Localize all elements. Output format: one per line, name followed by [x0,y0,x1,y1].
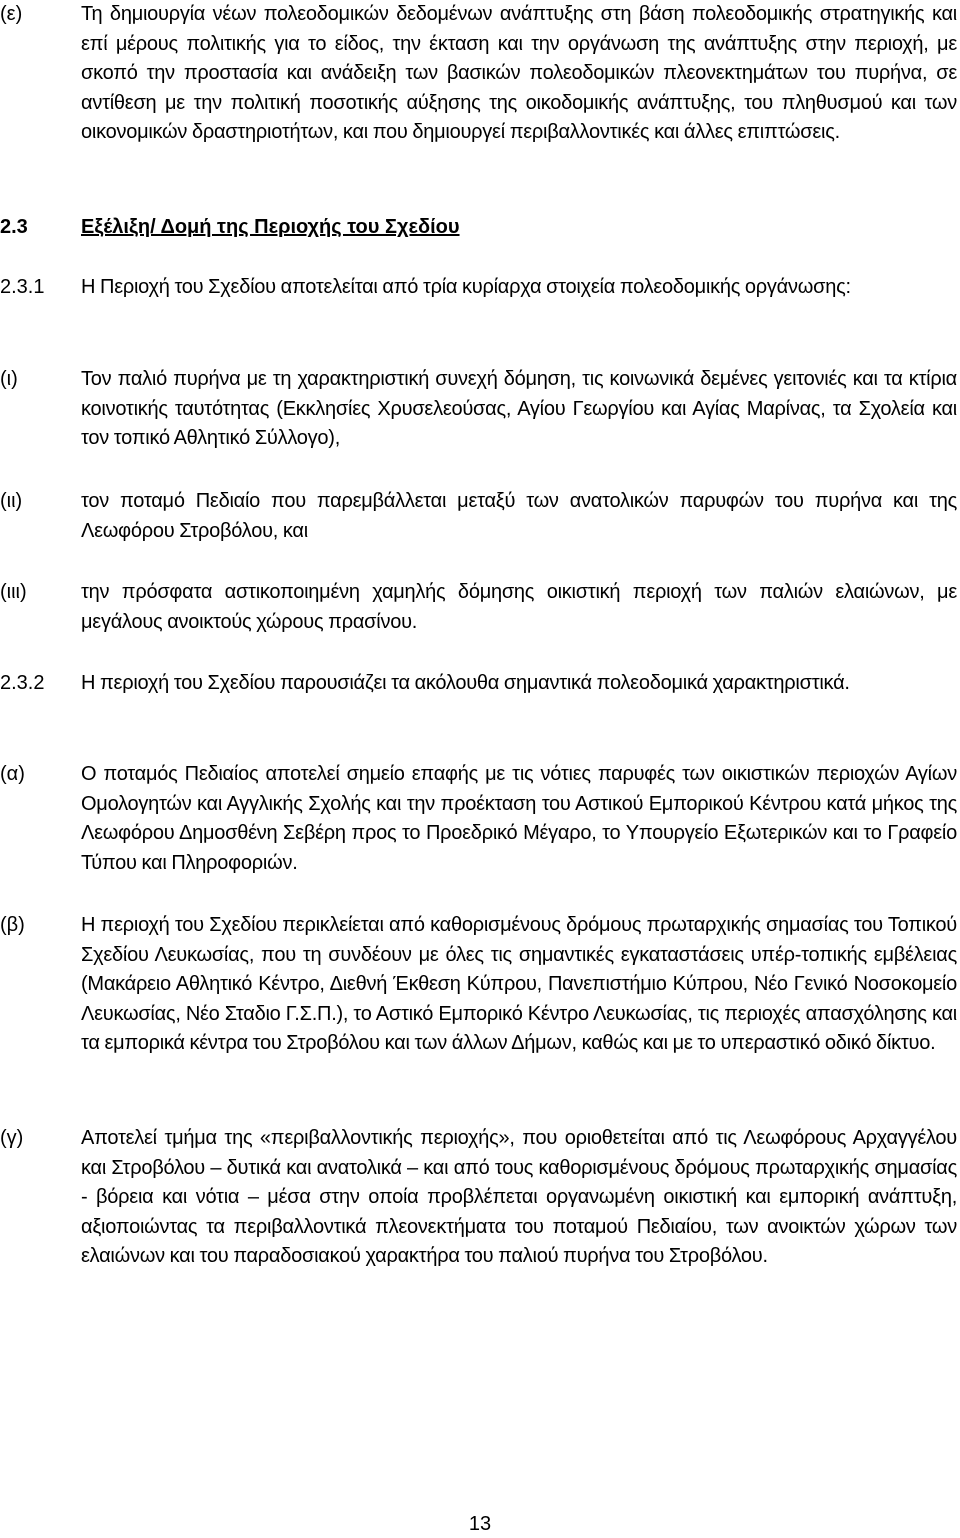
item-label: (ε) [0,3,23,25]
item-label: (ιιι) [0,581,27,603]
item-text: τον ποταμό Πεδιαίο που παρεμβάλλεται μεταξύ των ανατολικών παρυφών του πυρήνα και της Λεωφόρου Στροβόλου, και [81,490,957,542]
item-text: Τον παλιό πυρήνα με τη χαρακτηριστική συνεχή δόμηση, τις κοινωνικά δεμένες γειτονιές και τα κτίρια κοινοτικής ταυτότητας (Εκκλησίες Χρυσελεούσας, Αγίου Γεωργίου και Αγίας Μαρίνας, τα Σχολεία και τον τοπικό Αθλητικό Σύλλογο), [81,368,957,449]
item-text: Αποτελεί τμήμα της «περιβαλλοντικής περιοχής», που οριοθετείται από τις Λεωφόρους Αρχαγγέλου και Στροβόλου – δυτικά και ανατολικά – και από τους καθορισμένους δρόμους πρωταρχικής σημασίας - βόρεια και νότια – μέσα στην οποία προβλέπεται οργανωμένη οικιστική και εμπορική ανάπτυξη, αξιοποιώντας τα περιβαλλοντικά πλεονεκτήματα του ποταμού Πεδιαίου, των ανοικτών χώρων των ελαιώνων και του παραδοσιακού χαρακτήρα του παλιού πυρήνα του Στροβόλου. [81,1127,957,1267]
item-text: Η Περιοχή του Σχεδίου αποτελείται από τρία κυρίαρχα στοιχεία πολεοδομικής οργάνωσης: [81,276,851,298]
item-label: (α) [0,763,25,785]
item-text: Ο ποταμός Πεδιαίος αποτελεί σημείο επαφής με τις νότιες παρυφές των οικιστικών περιοχών Αγίων Ομολογητών και Αγγλικής Σχολής και την προέκταση του Αστικού Εμπορικού Κέντρου κατά μήκος της Λεωφόρου Δημοσθένη Σεβέρη προς το Προεδρικό Μέγαρο, το Υπουργείο Εξωτερικών και το Γραφείο Τύπου και Πληροφοριών. [81,763,957,874]
item-label: 2.3.1 [0,276,45,298]
page-number: 13 [468,1513,492,1535]
item-label: (ιι) [0,490,23,512]
item-text: Η περιοχή του Σχεδίου παρουσιάζει τα ακόλουθα σημαντικά πολεοδομικά χαρακτηριστικά. [81,672,850,694]
section-title: Εξέλιξη/ Δομή της Περιοχής του Σχεδίου [81,216,460,238]
item-text: την πρόσφατα αστικοποιημένη χαμηλής δόμησης οικιστική περιοχή των παλιών ελαιώνων, με μεγάλους ανοικτούς χώρους πρασίνου. [81,581,957,633]
item-label: (ι) [0,368,18,390]
item-label: 2.3.2 [0,672,45,694]
item-label: (β) [0,914,25,936]
item-text: Τη δημιουργία νέων πολεοδομικών δεδομένων ανάπτυξης στη βάση πολεοδομικής στρατηγικής και επί μέρους πολιτικής για το είδος, την έκταση και την οργάνωση της ανάπτυξης στην περιοχή, με σκοπό την προστασία και ανάδειξη των βασικών πολεοδομικών πλεονεκτημάτων του πυρήνα, σε αντίθεση με την πολιτική ποσοτικής αύξησης της οικοδομικής ανάπτυξης, του πληθυσμού και των οικονομικών δραστηριοτήτων, και που δημιουργεί περιβαλλοντικές και άλλες επιπτώσεις. [81,3,957,143]
item-text: Η περιοχή του Σχεδίου περικλείεται από καθορισμένους δρόμους πρωταρχικής σημασίας του Τοπικού Σχεδίου Λευκωσίας, που τη συνδέουν με όλες τις σημαντικές εγκαταστάσεις υπέρ-τοπικής εμβέλειας (Μακάρειο Αθλητικό Κέντρο, Διεθνή Έκθεση Κύπρου, Πανεπιστήμιο Κύπρου, Νέο Γενικό Νοσοκομείο Λευκωσίας, Νέο Σταδιο Γ.Σ.Π.), το Αστικό Εμπορικό Κέντρο Λευκωσίας, τις περιοχές απασχόλησης και τα εμπορικά κέντρα του Στροβόλου και των άλλων Δήμων, καθώς και με το υπεραστικό οδικό δίκτυο. [81,914,957,1054]
section-number: 2.3 [0,216,28,238]
item-label: (γ) [0,1127,24,1149]
